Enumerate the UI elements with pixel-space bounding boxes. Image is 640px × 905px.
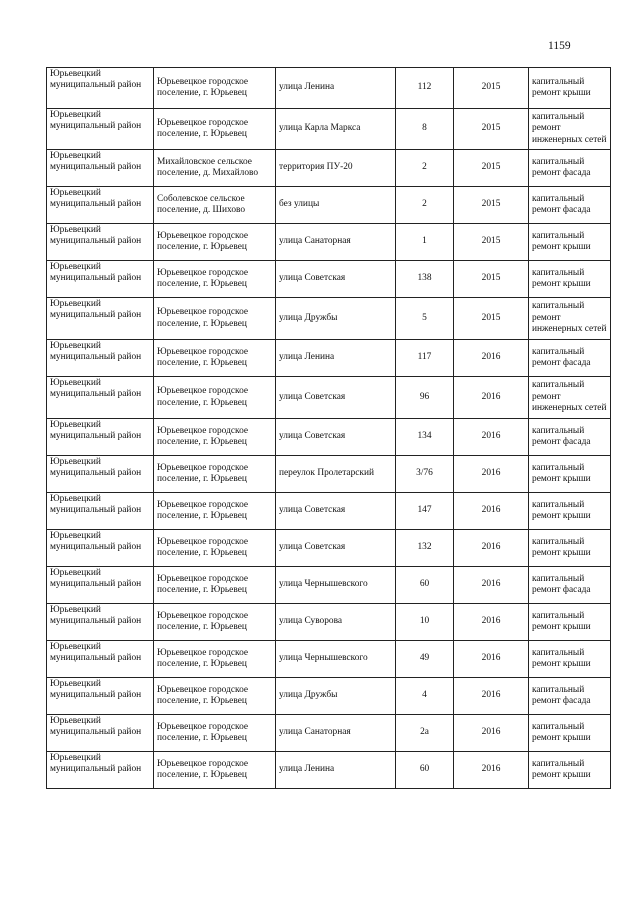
table-body	[47, 68, 611, 789]
street-cell: улица Санаторная	[276, 715, 396, 752]
street-cell: улица Советская	[276, 261, 396, 298]
house-number-cell: 132	[396, 530, 454, 567]
work-type-cell: капитальный ремонт фасада	[529, 567, 611, 604]
work-type-cell: капитальный ремонт крыши	[529, 715, 611, 752]
settlement-cell: Юрьевецкое городское поселение, г. Юрьевец	[154, 530, 276, 567]
street-cell: улица Советская	[276, 377, 396, 419]
street-cell: улица Ленина	[276, 752, 396, 789]
settlement-cell: Юрьевецкое городское поселение, г. Юрьевец	[154, 298, 276, 340]
work-type-cell: капитальный ремонт крыши	[529, 530, 611, 567]
house-number-cell: 138	[396, 261, 454, 298]
settlement-cell: Юрьевецкое городское поселение, г. Юрьевец	[154, 604, 276, 641]
house-number-cell: 4	[396, 678, 454, 715]
table-row	[47, 187, 611, 224]
settlement-cell: Юрьевецкое городское поселение, г. Юрьевец	[154, 567, 276, 604]
year-cell: 2016	[454, 715, 529, 752]
house-number-cell: 60	[396, 567, 454, 604]
settlement-cell: Михайловское сельское поселение, д. Михайлово	[154, 150, 276, 187]
year-cell: 2015	[454, 150, 529, 187]
street-cell: улица Карла Маркса	[276, 109, 396, 150]
district-cell: Юрьевецкий муниципальный район	[47, 340, 154, 377]
settlement-cell: Юрьевецкое городское поселение, г. Юрьевец	[154, 261, 276, 298]
district-cell: Юрьевецкий муниципальный район	[47, 456, 154, 493]
year-cell: 2015	[454, 224, 529, 261]
street-cell: улица Советская	[276, 530, 396, 567]
house-number-cell: 2а	[396, 715, 454, 752]
work-type-cell: капитальный ремонт крыши	[529, 261, 611, 298]
work-type-cell: капитальный ремонт инженерных сетей	[529, 109, 611, 150]
year-cell: 2016	[454, 678, 529, 715]
settlement-cell: Соболевское сельское поселение, д. Шихово	[154, 187, 276, 224]
work-type-cell: капитальный ремонт фасада	[529, 187, 611, 224]
repair-schedule-table	[46, 67, 611, 789]
table-row	[47, 530, 611, 567]
work-type-cell: капитальный ремонт инженерных сетей	[529, 298, 611, 340]
house-number-cell: 3/76	[396, 456, 454, 493]
work-type-cell: капитальный ремонт фасада	[529, 419, 611, 456]
work-type-cell: капитальный ремонт фасада	[529, 678, 611, 715]
street-cell: улица Чернышевского	[276, 567, 396, 604]
street-cell: улица Ленина	[276, 340, 396, 377]
settlement-cell: Юрьевецкое городское поселение, г. Юрьевец	[154, 68, 276, 109]
year-cell: 2016	[454, 377, 529, 419]
settlement-cell: Юрьевецкое городское поселение, г. Юрьевец	[154, 678, 276, 715]
year-cell: 2016	[454, 493, 529, 530]
house-number-cell: 2	[396, 150, 454, 187]
table-row	[47, 567, 611, 604]
settlement-cell: Юрьевецкое городское поселение, г. Юрьевец	[154, 109, 276, 150]
street-cell: улица Чернышевского	[276, 641, 396, 678]
street-cell: улица Суворова	[276, 604, 396, 641]
year-cell: 2015	[454, 187, 529, 224]
street-cell: переулок Пролетарский	[276, 456, 396, 493]
settlement-cell: Юрьевецкое городское поселение, г. Юрьевец	[154, 224, 276, 261]
district-cell: Юрьевецкий муниципальный район	[47, 641, 154, 678]
district-cell: Юрьевецкий муниципальный район	[47, 298, 154, 340]
street-cell: улица Дружбы	[276, 678, 396, 715]
district-cell: Юрьевецкий муниципальный район	[47, 261, 154, 298]
year-cell: 2016	[454, 419, 529, 456]
table-row	[47, 109, 611, 150]
work-type-cell: капитальный ремонт крыши	[529, 68, 611, 109]
street-cell: улица Советская	[276, 493, 396, 530]
year-cell: 2016	[454, 530, 529, 567]
street-cell: улица Дружбы	[276, 298, 396, 340]
page-number: 1159	[548, 40, 571, 52]
house-number-cell: 2	[396, 187, 454, 224]
work-type-cell: капитальный ремонт инженерных сетей	[529, 377, 611, 419]
house-number-cell: 60	[396, 752, 454, 789]
house-number-cell: 96	[396, 377, 454, 419]
street-cell: территория ПУ-20	[276, 150, 396, 187]
year-cell: 2016	[454, 340, 529, 377]
district-cell: Юрьевецкий муниципальный район	[47, 752, 154, 789]
work-type-cell: капитальный ремонт фасада	[529, 150, 611, 187]
year-cell: 2016	[454, 604, 529, 641]
house-number-cell: 147	[396, 493, 454, 530]
settlement-cell: Юрьевецкое городское поселение, г. Юрьевец	[154, 752, 276, 789]
table-row	[47, 150, 611, 187]
district-cell: Юрьевецкий муниципальный район	[47, 109, 154, 150]
year-cell: 2015	[454, 261, 529, 298]
settlement-cell: Юрьевецкое городское поселение, г. Юрьевец	[154, 419, 276, 456]
district-cell: Юрьевецкий муниципальный район	[47, 604, 154, 641]
district-cell: Юрьевецкий муниципальный район	[47, 567, 154, 604]
work-type-cell: капитальный ремонт крыши	[529, 752, 611, 789]
house-number-cell: 49	[396, 641, 454, 678]
table-row	[47, 298, 611, 340]
house-number-cell: 8	[396, 109, 454, 150]
table-row	[47, 604, 611, 641]
street-cell: улица Советская	[276, 419, 396, 456]
work-type-cell: капитальный ремонт крыши	[529, 641, 611, 678]
district-cell: Юрьевецкий муниципальный район	[47, 377, 154, 419]
district-cell: Юрьевецкий муниципальный район	[47, 715, 154, 752]
street-cell: улица Санаторная	[276, 224, 396, 261]
year-cell: 2015	[454, 298, 529, 340]
table-row	[47, 493, 611, 530]
settlement-cell: Юрьевецкое городское поселение, г. Юрьевец	[154, 641, 276, 678]
year-cell: 2015	[454, 109, 529, 150]
table-row	[47, 377, 611, 419]
settlement-cell: Юрьевецкое городское поселение, г. Юрьевец	[154, 493, 276, 530]
house-number-cell: 10	[396, 604, 454, 641]
district-cell: Юрьевецкий муниципальный район	[47, 419, 154, 456]
house-number-cell: 5	[396, 298, 454, 340]
house-number-cell: 117	[396, 340, 454, 377]
house-number-cell: 112	[396, 68, 454, 109]
year-cell: 2016	[454, 752, 529, 789]
district-cell: Юрьевецкий муниципальный район	[47, 530, 154, 567]
street-cell: без улицы	[276, 187, 396, 224]
table-row	[47, 419, 611, 456]
district-cell: Юрьевецкий муниципальный район	[47, 224, 154, 261]
table-row	[47, 641, 611, 678]
work-type-cell: капитальный ремонт крыши	[529, 493, 611, 530]
work-type-cell: капитальный ремонт крыши	[529, 604, 611, 641]
settlement-cell: Юрьевецкое городское поселение, г. Юрьевец	[154, 456, 276, 493]
work-type-cell: капитальный ремонт крыши	[529, 456, 611, 493]
table-row	[47, 224, 611, 261]
house-number-cell: 134	[396, 419, 454, 456]
table-row	[47, 261, 611, 298]
district-cell: Юрьевецкий муниципальный район	[47, 493, 154, 530]
year-cell: 2015	[454, 68, 529, 109]
table-row	[47, 456, 611, 493]
table-row	[47, 678, 611, 715]
district-cell: Юрьевецкий муниципальный район	[47, 150, 154, 187]
year-cell: 2016	[454, 567, 529, 604]
work-type-cell: капитальный ремонт фасада	[529, 340, 611, 377]
district-cell: Юрьевецкий муниципальный район	[47, 68, 154, 109]
table-row	[47, 752, 611, 789]
settlement-cell: Юрьевецкое городское поселение, г. Юрьевец	[154, 340, 276, 377]
district-cell: Юрьевецкий муниципальный район	[47, 187, 154, 224]
street-cell: улица Ленина	[276, 68, 396, 109]
table-row	[47, 68, 611, 109]
year-cell: 2016	[454, 641, 529, 678]
table-row	[47, 340, 611, 377]
settlement-cell: Юрьевецкое городское поселение, г. Юрьевец	[154, 377, 276, 419]
table-row	[47, 715, 611, 752]
settlement-cell: Юрьевецкое городское поселение, г. Юрьевец	[154, 715, 276, 752]
work-type-cell: капитальный ремонт крыши	[529, 224, 611, 261]
house-number-cell: 1	[396, 224, 454, 261]
year-cell: 2016	[454, 456, 529, 493]
district-cell: Юрьевецкий муниципальный район	[47, 678, 154, 715]
